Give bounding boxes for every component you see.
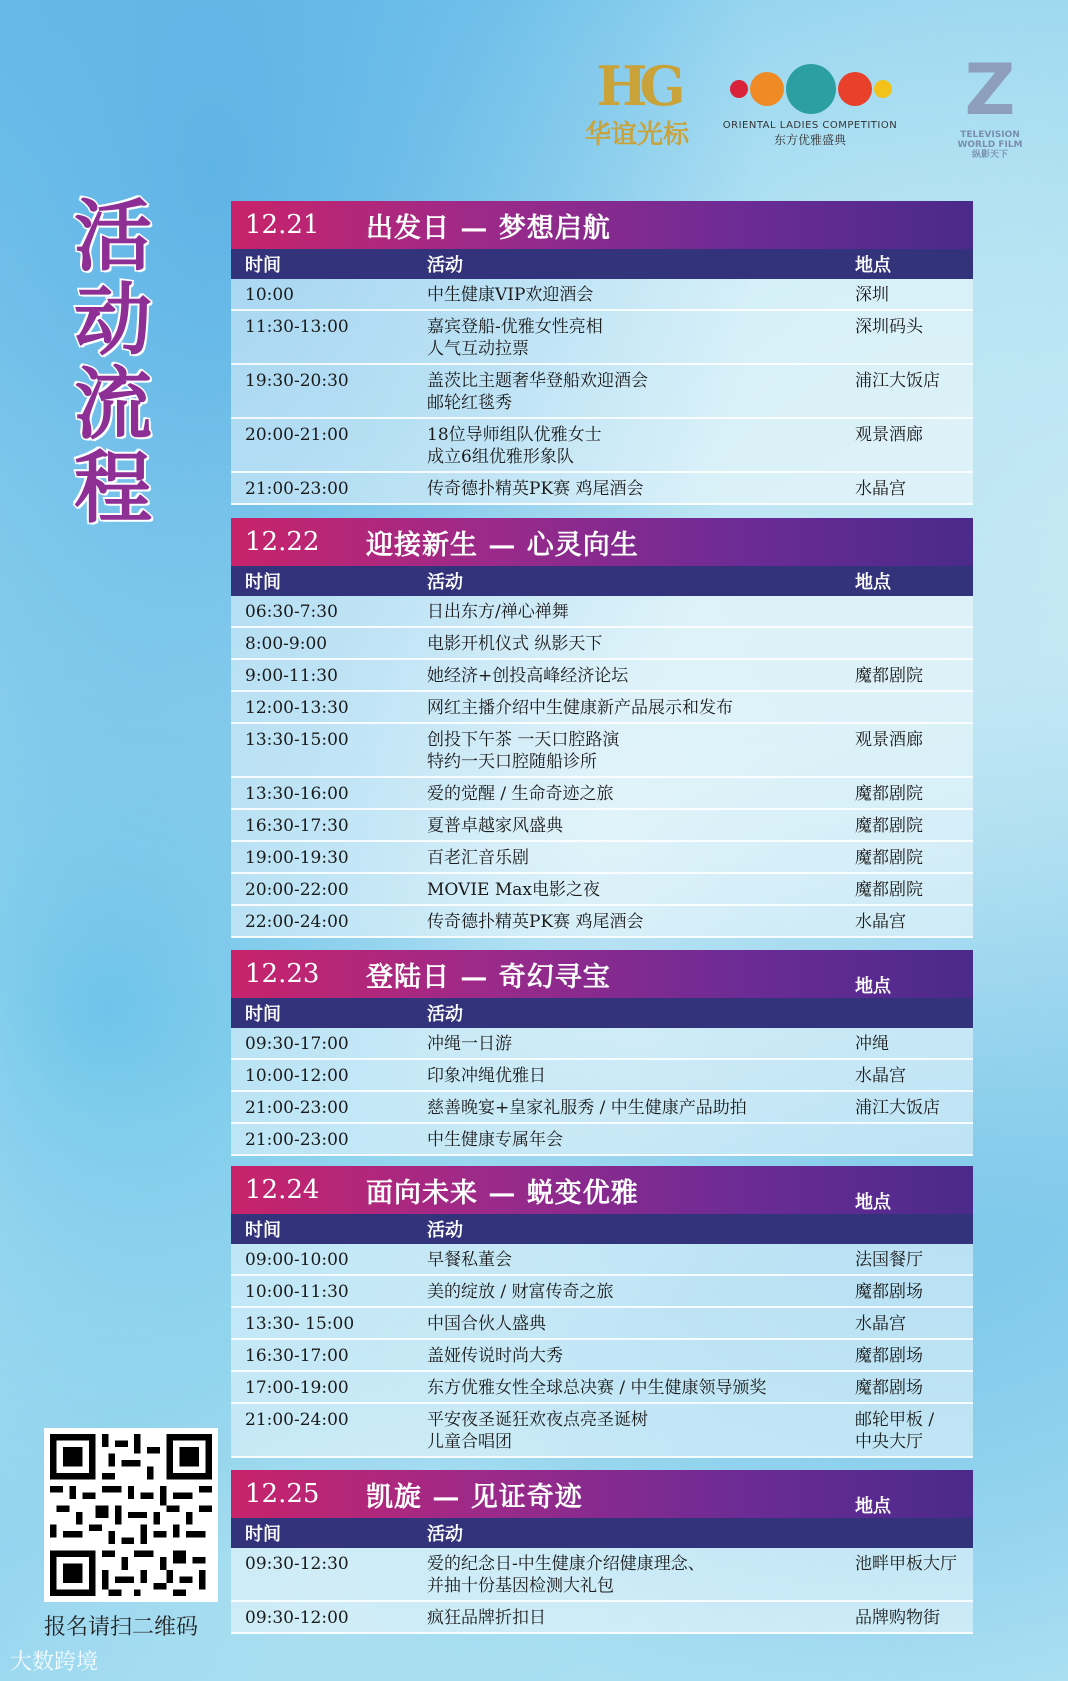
column-header-activity: 活动 (427, 1524, 463, 1545)
huayi-logo-mark: HG (596, 54, 678, 118)
row-location-line: 魔都剧场 (855, 1346, 923, 1366)
row-activity-line: 百老汇音乐剧 (427, 848, 529, 868)
day-block (231, 1470, 973, 1634)
row-activity (427, 847, 855, 869)
row-activity (427, 697, 855, 719)
row-location-line: 邮轮甲板 / (855, 1410, 935, 1430)
row-location (855, 284, 973, 306)
row-activity (427, 424, 855, 468)
schedule-row (231, 906, 973, 938)
row-activity-line: 中生健康VIP欢迎酒会 (427, 285, 594, 305)
row-location-line: 魔都剧场 (855, 1282, 923, 1302)
row-time: 21:00-24:00 (245, 1410, 349, 1430)
row-location (855, 316, 973, 338)
row-time: 16:30-17:30 (245, 816, 349, 836)
day-theme: 登陆日 — 奇幻寻宝 (366, 961, 611, 993)
day-block (231, 518, 973, 938)
row-location (855, 783, 973, 805)
row-location-line: 魔都剧场 (855, 1378, 923, 1398)
day-header (231, 1166, 973, 1214)
row-activity (427, 601, 855, 623)
row-activity-line: 慈善晚宴+皇家礼服秀 / 中生健康产品助拍 (427, 1098, 747, 1118)
day-header (231, 950, 973, 998)
day-header (231, 201, 973, 249)
schedule-row (231, 1060, 973, 1092)
schedule-row (231, 1028, 973, 1060)
row-location-line: 池畔甲板大厅 (855, 1554, 957, 1574)
row-activity (427, 665, 855, 687)
television-world-logo (950, 50, 1030, 160)
day-date: 12.21 (245, 210, 320, 240)
day-block (231, 1166, 973, 1458)
location-header: 地点 (855, 1496, 891, 1517)
row-activity-line: 并抽十份基因检测大礼包 (427, 1576, 614, 1596)
row-time: 11:30-13:00 (245, 317, 349, 337)
column-header-time: 时间 (245, 1524, 281, 1545)
row-location-line: 水晶宫 (855, 1066, 906, 1086)
row-time: 19:30-20:30 (245, 371, 349, 391)
day-theme: 迎接新生 — 心灵向生 (366, 529, 639, 561)
row-location (855, 1553, 973, 1575)
row-location (855, 847, 973, 869)
row-time: 10:00-11:30 (245, 1282, 349, 1302)
row-activity-line: 传奇德扑精英PK赛 鸡尾酒会 (427, 479, 644, 499)
row-time: 21:00-23:00 (245, 1098, 349, 1118)
column-header-activity: 活动 (427, 1004, 463, 1025)
schedule-row (231, 1308, 973, 1340)
row-activity-line: 成立6组优雅形象队 (427, 447, 574, 467)
column-header (231, 249, 973, 279)
row-activity (427, 1313, 855, 1335)
row-activity-line: 中生健康专属年会 (427, 1130, 563, 1150)
row-location (855, 478, 973, 500)
row-time: 09:00-10:00 (245, 1250, 349, 1270)
row-location (855, 665, 973, 687)
title-char: 活 (73, 192, 152, 282)
column-header-time: 时间 (245, 572, 281, 593)
schedule-row (231, 628, 973, 660)
row-location-line: 观景酒廊 (855, 425, 923, 445)
day-block (231, 201, 973, 505)
oriental-ladies-dots-icon (720, 58, 900, 120)
row-activity-line: 印象冲绳优雅日 (427, 1066, 546, 1086)
title-char: 程 (73, 444, 152, 534)
row-location (855, 879, 973, 901)
row-time: 09:30-12:00 (245, 1608, 349, 1628)
row-location-line: 魔都剧院 (855, 666, 923, 686)
column-header-time: 时间 (245, 255, 281, 276)
row-location-line: 魔都剧院 (855, 848, 923, 868)
oriental-ladies-cn: 东方优雅盛典 (773, 133, 846, 147)
row-activity (427, 1607, 855, 1629)
row-time: 9:00-11:30 (245, 666, 338, 686)
day-theme: 凯旋 — 见证奇迹 (366, 1481, 583, 1513)
row-activity (427, 879, 855, 901)
row-activity-line: 嘉宾登船-优雅女性亮相 (427, 317, 603, 337)
column-header-location: 地点 (855, 572, 891, 593)
watermark: 大数跨境 (10, 1650, 99, 1675)
row-location-line: 法国餐厅 (855, 1250, 923, 1270)
column-header-time: 时间 (245, 1220, 281, 1241)
huayi-logo-name: 华谊光标 (584, 120, 689, 150)
row-location (855, 1377, 973, 1399)
title-char: 动 (73, 276, 152, 366)
row-activity-line: 盖娅传说时尚大秀 (427, 1346, 563, 1366)
row-activity-line: 18位导师组队优雅女士 (427, 425, 602, 445)
schedule-row (231, 810, 973, 842)
row-time: 22:00-24:00 (245, 912, 349, 932)
row-location (855, 1097, 973, 1119)
row-location (855, 1033, 973, 1055)
day-header (231, 1470, 973, 1518)
day-date: 12.24 (245, 1175, 320, 1205)
row-location (855, 1345, 973, 1367)
qr-code[interactable] (44, 1428, 218, 1602)
schedule-row (231, 279, 973, 311)
day-date: 12.22 (245, 527, 320, 557)
row-time: 8:00-9:00 (245, 634, 328, 654)
row-time: 09:30-12:30 (245, 1554, 349, 1574)
row-activity-line: 特约一天口腔随船诊所 (427, 752, 597, 772)
row-activity-line: 爱的觉醒 / 生命奇迹之旅 (427, 784, 614, 804)
schedule-row (231, 596, 973, 628)
schedule-row (231, 473, 973, 505)
row-activity-line: 创投下午茶 一天口腔路演 (427, 730, 620, 750)
column-header (231, 1518, 973, 1548)
row-location (855, 1607, 973, 1629)
row-location-line: 魔都剧院 (855, 784, 923, 804)
row-activity (427, 1345, 855, 1367)
column-header-activity: 活动 (427, 255, 463, 276)
schedule-row (231, 1404, 973, 1458)
row-time: 20:00-22:00 (245, 880, 349, 900)
row-time: 13:30- 15:00 (245, 1314, 355, 1334)
day-block (231, 950, 973, 1156)
row-activity (427, 1033, 855, 1055)
row-time: 21:00-23:00 (245, 1130, 349, 1150)
row-location-line: 冲绳 (855, 1034, 889, 1054)
row-time: 17:00-19:00 (245, 1378, 349, 1398)
day-header (231, 518, 973, 566)
row-activity-line: 日出东方/禅心禅舞 (427, 602, 569, 622)
row-time: 12:00-13:30 (245, 698, 349, 718)
row-activity (427, 284, 855, 306)
row-time: 13:30-15:00 (245, 730, 349, 750)
row-activity (427, 1281, 855, 1303)
column-header (231, 1214, 973, 1244)
row-activity-line: MOVIE Max电影之夜 (427, 880, 600, 900)
row-location-line: 浦江大饭店 (855, 371, 940, 391)
title-char: 流 (73, 360, 152, 450)
column-header-time: 时间 (245, 1004, 281, 1025)
row-activity-line: 爱的纪念日-中生健康介绍健康理念、 (427, 1554, 705, 1574)
row-time: 16:30-17:00 (245, 1346, 349, 1366)
schedule-row (231, 1602, 973, 1634)
oriental-ladies-logo (720, 58, 900, 148)
schedule-row (231, 365, 973, 419)
row-location (855, 370, 973, 392)
row-activity-line: 电影开机仪式 纵影天下 (427, 634, 603, 654)
location-header: 地点 (855, 1192, 891, 1213)
schedule-row (231, 778, 973, 810)
row-location (855, 1313, 973, 1335)
row-location-line: 水晶宫 (855, 479, 906, 499)
schedule-row (231, 1276, 973, 1308)
column-header (231, 566, 973, 596)
television-world-mark-icon: Z (964, 49, 1016, 131)
schedule-row (231, 1124, 973, 1156)
row-location-line: 水晶宫 (855, 1314, 906, 1334)
row-location (855, 729, 973, 751)
row-location (855, 815, 973, 837)
row-activity-line: 夏普卓越家风盛典 (427, 816, 563, 836)
qr-caption: 报名请扫二维码 (44, 1615, 199, 1640)
row-time: 21:00-23:00 (245, 479, 349, 499)
row-activity-line: 早餐私董会 (427, 1250, 512, 1270)
page-title (68, 192, 158, 534)
huayi-logo (572, 54, 702, 151)
tw-line-3: 纵影天下 (971, 150, 1008, 160)
row-location-line: 魔都剧院 (855, 816, 923, 836)
row-activity (427, 1409, 855, 1453)
row-activity (427, 783, 855, 805)
logo-bar (560, 50, 1040, 180)
row-activity-line: 中国合伙人盛典 (427, 1314, 546, 1334)
schedule-row (231, 692, 973, 724)
row-activity-line: 网红主播介绍中生健康新产品展示和发布 (427, 698, 733, 718)
row-activity (427, 1249, 855, 1271)
row-location-line: 水晶宫 (855, 912, 906, 932)
column-header-activity: 活动 (427, 572, 463, 593)
row-location-line: 观景酒廊 (855, 730, 923, 750)
row-activity-line: 盖茨比主题奢华登船欢迎酒会 (427, 371, 648, 391)
row-time: 13:30-16:00 (245, 784, 349, 804)
day-theme: 面向未来 — 蜕变优雅 (366, 1177, 639, 1209)
row-location (855, 1281, 973, 1303)
row-activity-line: 平安夜圣诞狂欢夜点亮圣诞树 (427, 1410, 648, 1430)
tw-line-1: TELEVISION (960, 130, 1020, 140)
row-activity-line: 传奇德扑精英PK赛 鸡尾酒会 (427, 912, 644, 932)
day-theme: 出发日 — 梦想启航 (366, 212, 611, 244)
row-time: 19:00-19:30 (245, 848, 349, 868)
row-time: 06:30-7:30 (245, 602, 338, 622)
row-location (855, 911, 973, 933)
row-activity-line: 冲绳一日游 (427, 1034, 512, 1054)
schedule-row (231, 660, 973, 692)
row-activity (427, 478, 855, 500)
row-activity-line: 她经济+创投高峰经济论坛 (427, 666, 629, 686)
schedule-row (231, 1548, 973, 1602)
row-location (855, 424, 973, 446)
column-header-activity: 活动 (427, 1220, 463, 1241)
row-activity (427, 911, 855, 933)
qr-code-icon (50, 1434, 212, 1596)
location-header: 地点 (855, 976, 891, 997)
row-activity (427, 370, 855, 414)
column-header (231, 998, 973, 1028)
row-activity-line: 美的绽放 / 财富传奇之旅 (427, 1282, 614, 1302)
row-location-line: 品牌购物街 (855, 1608, 940, 1628)
row-activity-line: 人气互动拉票 (427, 339, 529, 359)
schedule-row (231, 1244, 973, 1276)
column-header-location: 地点 (855, 255, 891, 276)
row-activity (427, 729, 855, 773)
schedule-row (231, 419, 973, 473)
row-activity (427, 1129, 855, 1151)
row-activity (427, 316, 855, 360)
row-activity-line: 东方优雅女性全球总决赛 / 中生健康领导颁奖 (427, 1378, 767, 1398)
row-activity (427, 633, 855, 655)
row-time: 20:00-21:00 (245, 425, 349, 445)
row-location (855, 1065, 973, 1087)
row-time: 10:00-12:00 (245, 1066, 349, 1086)
row-location-line: 深圳码头 (855, 317, 923, 337)
schedule-row (231, 1340, 973, 1372)
schedule-row (231, 874, 973, 906)
row-location-line: 魔都剧院 (855, 880, 923, 900)
row-location-line: 浦江大饭店 (855, 1098, 940, 1118)
row-time: 10:00 (245, 285, 294, 305)
tw-line-2: WORLD FILM (957, 140, 1023, 150)
row-activity (427, 1553, 855, 1597)
row-location (855, 1409, 973, 1453)
day-date: 12.25 (245, 1479, 320, 1509)
row-location-line: 深圳 (855, 285, 889, 305)
row-activity (427, 1065, 855, 1087)
row-activity (427, 1377, 855, 1399)
row-activity-line: 邮轮红毯秀 (427, 393, 512, 413)
row-time: 09:30-17:00 (245, 1034, 349, 1054)
row-activity (427, 815, 855, 837)
row-location-line: 中央大厅 (855, 1432, 923, 1452)
row-activity-line: 疯狂品牌折扣日 (427, 1608, 546, 1628)
row-activity-line: 儿童合唱团 (427, 1432, 512, 1452)
day-date: 12.23 (245, 959, 320, 989)
row-activity (427, 1097, 855, 1119)
schedule-row (231, 311, 973, 365)
schedule-row (231, 1372, 973, 1404)
schedule-row (231, 1092, 973, 1124)
schedule-row (231, 724, 973, 778)
row-location (855, 1249, 973, 1271)
oriental-ladies-en: ORIENTAL LADIES COMPETITION (722, 120, 898, 131)
schedule-row (231, 842, 973, 874)
